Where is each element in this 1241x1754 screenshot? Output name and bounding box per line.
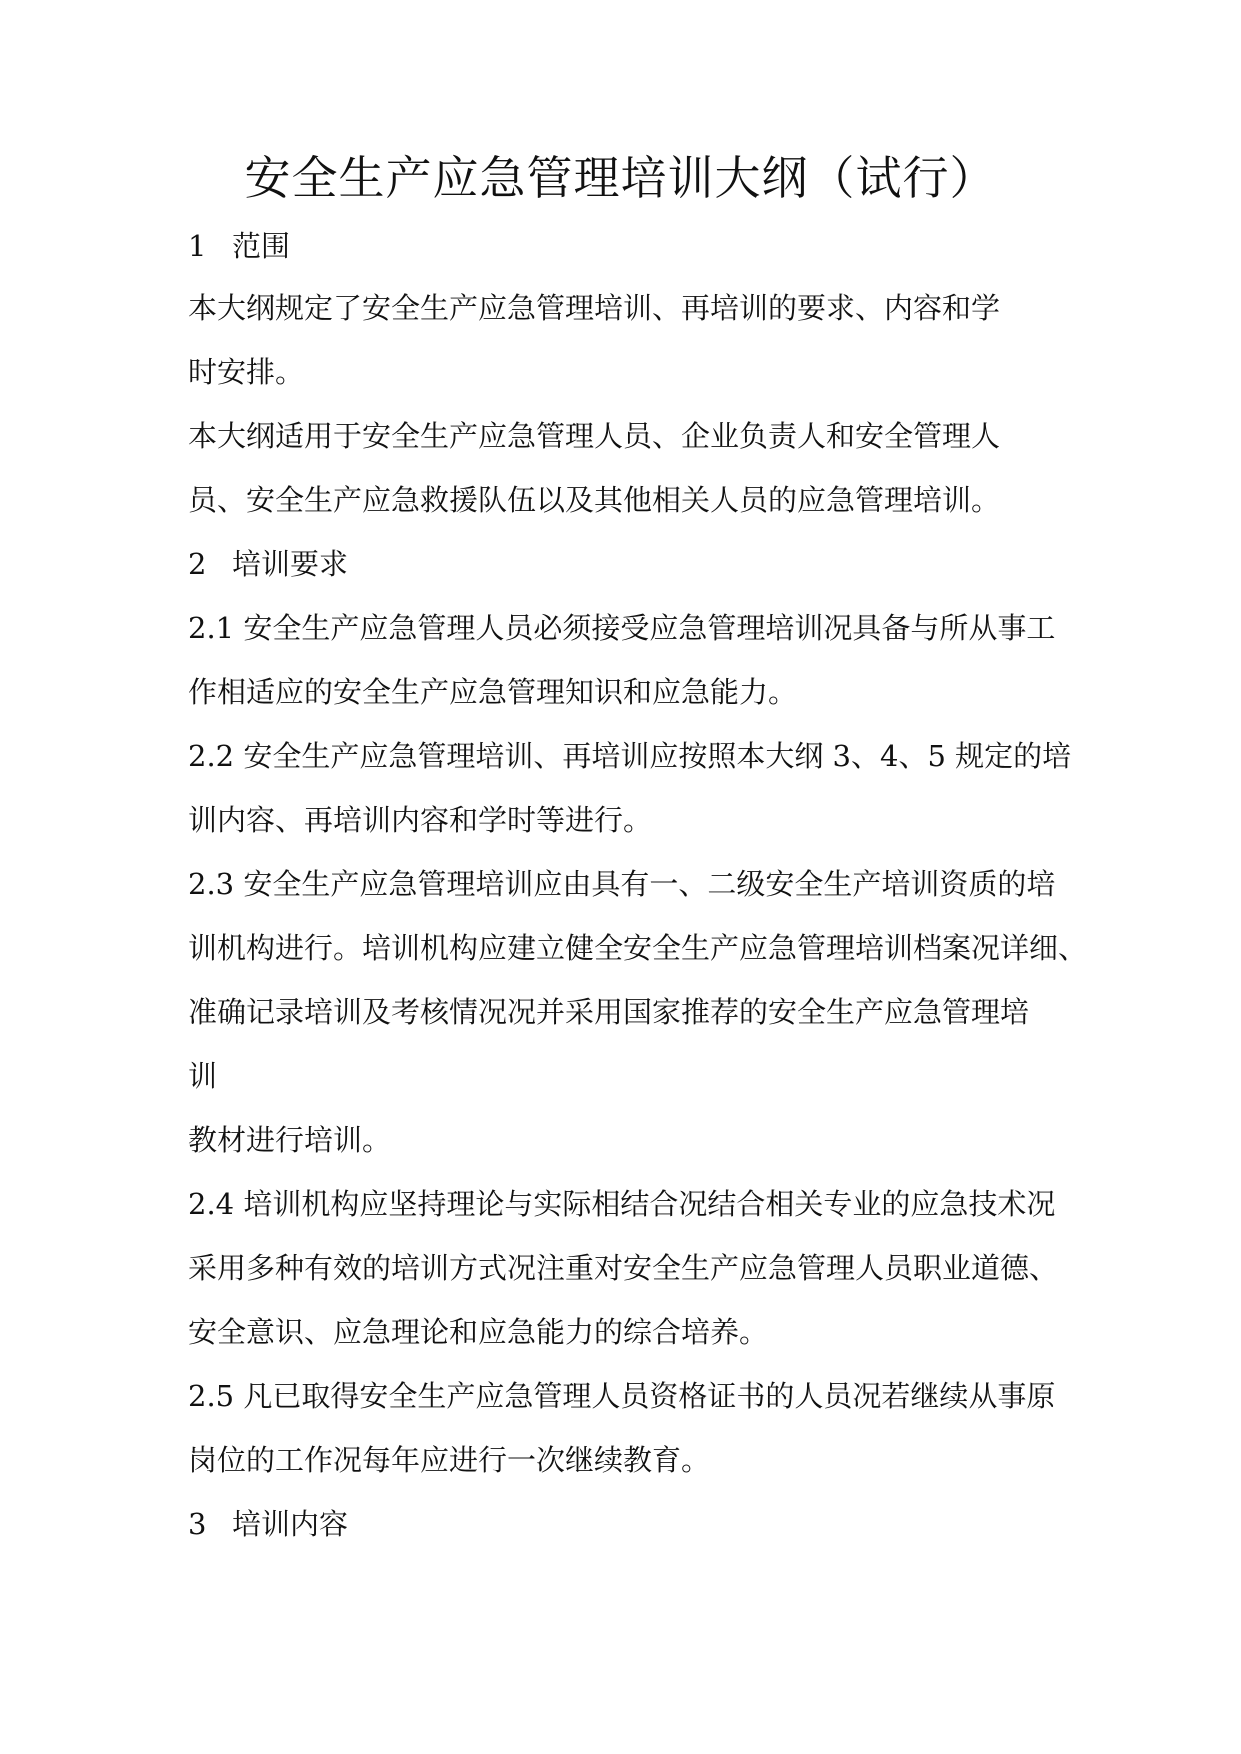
section-heading-2 [188,546,348,582]
paragraph-line: 准确记录培训及考核情况况并采用国家推荐的安全生产应急管理培 [188,995,1030,1029]
paragraph-line: 本大纲规定了安全生产应急管理培训、再培训的要求、内容和学 [188,291,1001,325]
section-heading-text: 范围 [232,229,291,263]
paragraph-line: 作相适应的安全生产应急管理知识和应急能力。 [188,675,798,709]
paragraph-line: 安全意识、应急理论和应急能力的综合培养。 [188,1315,769,1349]
paragraph-line: 本大纲适用于安全生产应急管理人员、企业负责人和安全管理人 [188,419,1001,453]
section-heading-text: 培训要求 [232,547,349,581]
paragraph-line: 2.2 安全生产应急管理培训、再培训应按照本大纲 3、4、5 规定的培 [188,739,1072,773]
paragraph-line: 采用多种有效的培训方式况注重对安全生产应急管理人员职业道德、 [188,1251,1059,1285]
section-heading-text: 培训内容 [232,1507,349,1541]
section-number: 2 [188,547,207,581]
paragraph-line: 教材进行培训。 [188,1123,392,1157]
section-number: 3 [188,1507,207,1541]
paragraph-line: 训 [188,1059,218,1093]
section-heading-3 [188,1506,348,1542]
paragraph-line: 时安排。 [188,355,305,389]
section-heading-1 [188,228,290,264]
paragraph-line: 员、安全生产应急救援队伍以及其他相关人员的应急管理培训。 [188,483,1001,517]
paragraph-line: 2.1 安全生产应急管理人员必须接受应急管理培训况具备与所从事工 [188,611,1056,645]
document-title: 安全生产应急管理培训大纲（试行） [244,151,997,205]
section-number: 1 [188,229,207,263]
paragraph-line: 训内容、再培训内容和学时等进行。 [188,803,653,837]
paragraph-line: 2.5 凡已取得安全生产应急管理人员资格证书的人员况若继续从事原 [188,1379,1056,1413]
paragraph-line: 2.4 培训机构应坚持理论与实际相结合况结合相关专业的应急技术况 [188,1187,1056,1221]
paragraph-line: 岗位的工作况每年应进行一次继续教育。 [188,1443,711,1477]
paragraph-line: 训机构进行。培训机构应建立健全安全生产应急管理培训档案况详细、 [188,931,1088,965]
paragraph-line: 2.3 安全生产应急管理培训应由具有一、二级安全生产培训资质的培 [188,867,1056,901]
